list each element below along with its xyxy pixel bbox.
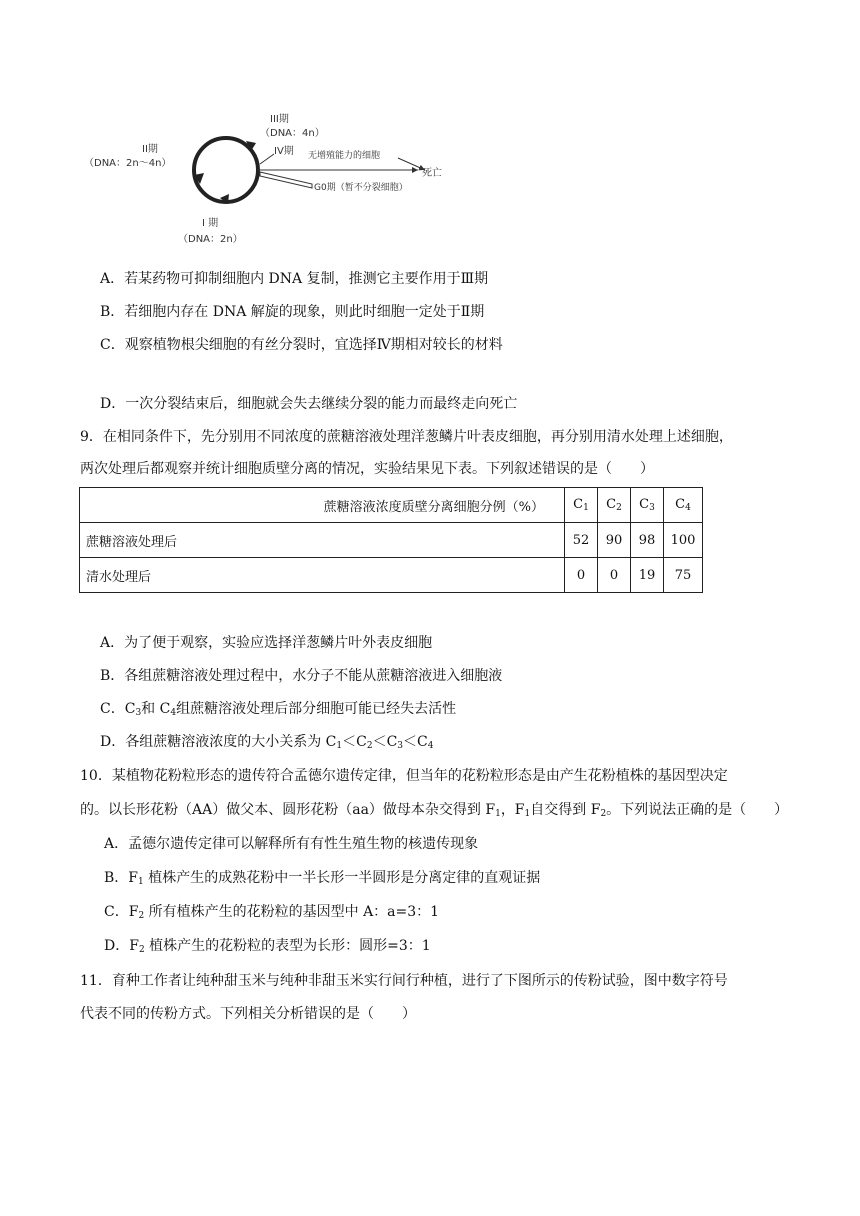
table-row-label: 蔗糖溶液处理后 xyxy=(80,523,565,558)
table-cell: 0 xyxy=(565,558,598,593)
table-col-c2: $C_2$ xyxy=(598,488,631,523)
q8-option-c: C．观察植物根尖细胞的有丝分裂时，宜选择Ⅳ期相对较长的材料 xyxy=(100,337,503,353)
table-cell: 90 xyxy=(598,523,631,558)
q10-option-c: C．$F_2$ 所有植株产生的花粉粒的基因型中 A：a=3：1 xyxy=(104,904,440,921)
phase3-label: III期 xyxy=(270,114,289,125)
table-header-label: 蔗糖溶液浓度质壁分离细胞分例（%） xyxy=(80,488,565,523)
table-cell: 75 xyxy=(664,558,703,593)
cycle-circle xyxy=(194,138,258,202)
phase2-dna-label: （DNA：2n～4n） xyxy=(84,158,172,169)
phase1-dna-label: （DNA：2n） xyxy=(178,234,243,245)
death-label: 死亡 xyxy=(422,168,442,179)
no-prolif-label: 无增殖能力的细胞 xyxy=(308,151,381,161)
phase3-dna-label: （DNA：4n） xyxy=(260,128,325,139)
q8-option-d: D．一次分裂结束后，细胞就会失去继续分裂的能力而最终走向死亡 xyxy=(100,396,518,412)
cell-cycle-diagram xyxy=(80,108,460,253)
table-row xyxy=(80,523,703,558)
table-cell: 0 xyxy=(598,558,631,593)
iv-pointer xyxy=(260,154,274,164)
q9-option-b: B．各组蔗糖溶液处理过程中，水分子不能从蔗糖溶液进入细胞液 xyxy=(100,668,503,684)
q11-stem-line1: 11．育种工作者让纯种甜玉米与纯种非甜玉米实行间行种植，进行了下图所示的传粉试验，图中数字符号 xyxy=(80,973,728,989)
table-cell: 19 xyxy=(631,558,664,593)
table-col-c1: $C_1$ xyxy=(565,488,598,523)
table-row-label: 清水处理后 xyxy=(80,558,565,593)
q9-stem-line1: 9．在相同条件下，先分别用不同浓度的蔗糖溶液处理洋葱鳞片叶表皮细胞，再分别用清水处理上述细胞， xyxy=(80,429,733,445)
table-header-row xyxy=(80,488,703,523)
phase4-label: IV期 xyxy=(274,146,294,157)
death-arrow xyxy=(398,158,425,170)
q8-option-a: A．若某药物可抑制细胞内 DNA 复制，推测它主要作用于Ⅲ期 xyxy=(100,271,489,287)
q10-stem-line2: 的。以长形花粉（AA）做父本、圆形花粉（aa）做母本杂交得到 $F_1$，$F_1$自交得到 $F_2$。下列说法正确的是（ ） xyxy=(80,802,789,819)
q10-stem-line1: 10．某植物花粉粒形态的遗传符合孟德尔遗传定律，但当年的花粉粒形态是由产生花粉植株的基因型决定 xyxy=(80,768,728,784)
phase1-label: I 期 xyxy=(202,218,219,229)
q10-option-a: A．孟德尔遗传定律可以解释所有有性生殖生物的核遗传现象 xyxy=(104,836,479,852)
q10-option-d: D．$F_2$ 植株产生的花粉粒的表型为长形：圆形=3：1 xyxy=(104,938,431,955)
table-cell: 100 xyxy=(664,523,703,558)
q9-option-c: C．$C_3$和 $C_4$组蔗糖溶液处理后部分细胞可能已经失去活性 xyxy=(100,701,457,718)
q10-option-b: B．$F_1$ 植株产生的成熟花粉中一半长形一半圆形是分离定律的直观证据 xyxy=(104,870,541,887)
q9-stem-line2: 两次处理后都观察并统计细胞质壁分离的情况，实验结果见下表。下列叙述错误的是（ ） xyxy=(80,461,654,477)
q8-option-b: B．若细胞内存在 DNA 解旋的现象，则此时细胞一定处于Ⅱ期 xyxy=(100,304,485,320)
table-row xyxy=(80,558,703,593)
q9-option-a: A．为了便于观察，实验应选择洋葱鳞片叶外表皮细胞 xyxy=(100,635,433,651)
q9-results-table xyxy=(79,487,703,593)
table-col-c3: $C_3$ xyxy=(631,488,664,523)
q9-option-d: D．各组蔗糖溶液浓度的大小关系为 $C_1<C_2<C_3<C_4$ xyxy=(100,734,434,751)
table-cell: 52 xyxy=(565,523,598,558)
table-col-c4: $C_4$ xyxy=(664,488,703,523)
phase2-label: II期 xyxy=(142,144,158,155)
q11-stem-line2: 代表不同的传粉方式。下列相关分析错误的是（ ） xyxy=(80,1006,416,1022)
g0-arrow-icon xyxy=(260,172,312,188)
g0-label: G0期（暂不分裂细胞） xyxy=(314,183,408,193)
table-cell: 98 xyxy=(631,523,664,558)
